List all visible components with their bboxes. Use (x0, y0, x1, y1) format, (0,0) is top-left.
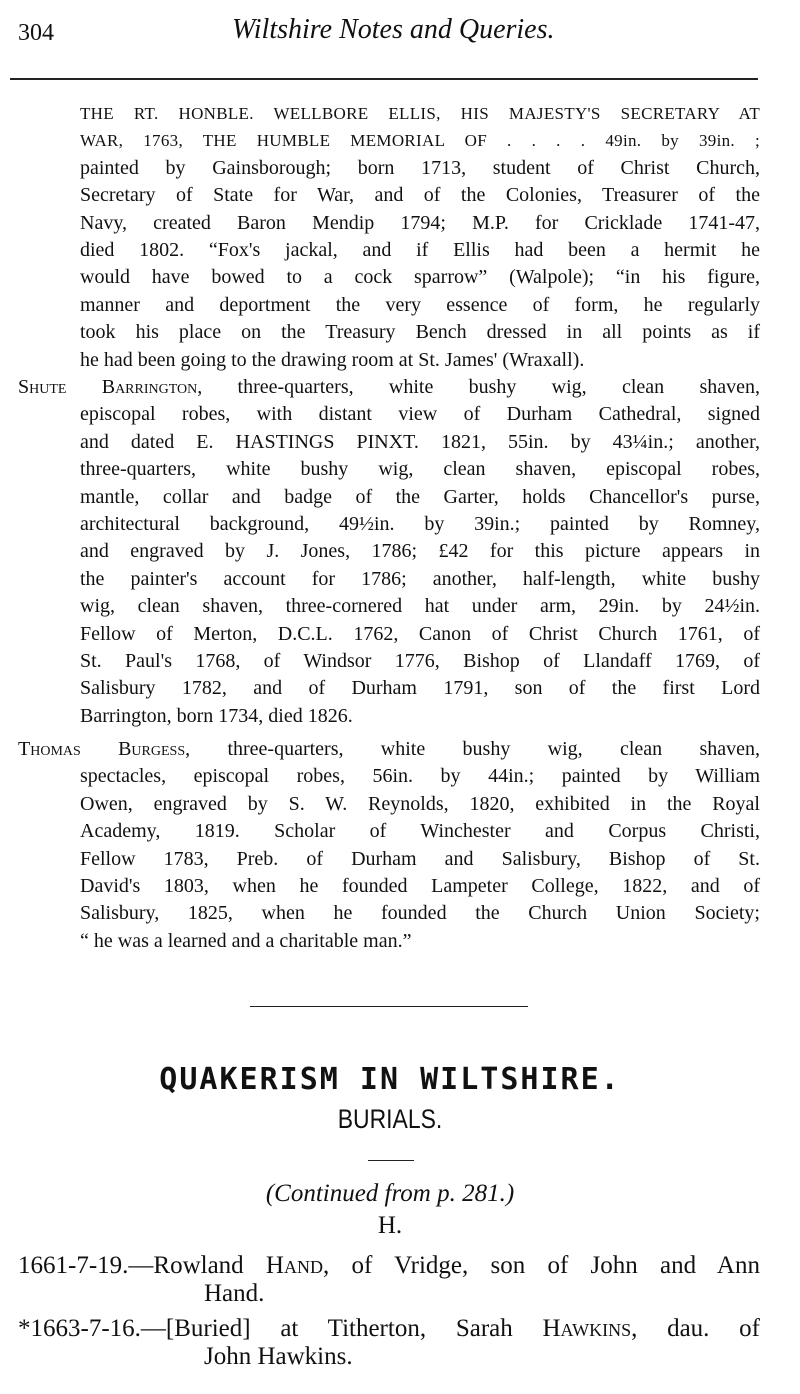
text-line: Barrington, born 1734, died 1826. (80, 704, 353, 727)
text-fragment: Rowland (153, 1252, 266, 1279)
entry-name: Shute Barrington (18, 376, 198, 398)
section-title: QUAKERISM IN WILTSHIRE. (159, 1062, 621, 1097)
barrington-entry (18, 374, 760, 730)
text-line: would have bowed to a cock sparrow” (Walpole); “in his figure, (80, 266, 760, 289)
burial-date: *1663-7-16.— (18, 1315, 166, 1342)
text-fragment: , three-quarters, white bushy wig, clean shaven, (197, 376, 760, 398)
entry-name: Thomas Burgess (18, 738, 186, 760)
text-line: Hand. (204, 1279, 265, 1307)
burial-list (18, 1252, 760, 1370)
section-divider (250, 1006, 528, 1007)
text-line: THE RT. HONBLE. WELLBORE ELLIS, HIS MAJESTY'S SECRETARY AT (80, 104, 760, 123)
section-subtitle: BURIALS. (337, 1104, 443, 1134)
text-line: took his place on the Treasury Bench dressed in all points as if (80, 321, 760, 344)
text-line: Fellow 1783, Preb. of Durham and Salisbury, Bishop of St. (80, 847, 760, 870)
text-line: manner and deportment the very essence of form, he regularly (80, 293, 760, 316)
text-line: David's 1803, when he founded Lampeter College, 1822, and of (80, 874, 760, 897)
text-line: mantle, collar and badge of the Garter, holds Chancellor's purse, (80, 485, 760, 508)
continued-note: (Continued from p. 281.) (265, 1180, 515, 1207)
text-line: Owen, engraved by S. W. Reynolds, 1820, exhibited in the Royal (80, 792, 760, 815)
text-line: Navy, created Baron Mendip 1794; M.P. for Cricklade 1741-47, (80, 211, 760, 234)
text-line: and engraved by J. Jones, 1786; £42 for this picture appears in (80, 540, 760, 563)
text-line: WAR, 1763, THE HUMBLE MEMORIAL OF . . . . 49in. by 39in. ; (80, 131, 760, 151)
letter-heading: H. (377, 1212, 403, 1239)
surname: Hand (265, 1252, 323, 1279)
running-title: Wiltshire Notes and Queries. (232, 14, 555, 45)
text-fragment: , dau. of (631, 1315, 760, 1342)
text-line: Salisbury 1782, and of Durham 1791, son of the first Lord (80, 677, 760, 700)
short-rule (368, 1160, 414, 1161)
text-line: he had been going to the drawing room at St. James' (Wraxall). (80, 348, 585, 371)
text-fragment: , of Vridge, son of John and Ann (322, 1252, 760, 1279)
page-number: 304 (18, 20, 54, 46)
header-rule (10, 78, 758, 80)
burial-entry (18, 1252, 760, 1280)
text-fragment: [Buried] at Titherton, Sarah (165, 1315, 543, 1342)
ellis-entry (80, 100, 760, 374)
text-line: wig, clean shaven, three-cornered hat under arm, 29in. by 24½in. (80, 595, 760, 618)
text-line: Secretary of State for War, and of the Colonies, Treasurer of the (80, 184, 760, 207)
text-line: Academy, 1819. Scholar of Winchester and Corpus Christi, (80, 820, 760, 843)
text-line (18, 736, 760, 763)
text-line: episcopal robes, with distant view of Durham Cathedral, signed (80, 403, 760, 426)
text-line: “ he was a learned and a charitable man.” (80, 929, 412, 952)
text-line: died 1802. “Fox's jackal, and if Ellis had been a hermit he (80, 238, 760, 261)
text-line (18, 374, 760, 401)
text-line: Fellow of Merton, D.C.L. 1762, Canon of Christ Church 1761, of (80, 622, 760, 645)
text-line: and dated E. HASTINGS PINXT. 1821, 55in. by 43¼in.; another, (80, 430, 760, 453)
burial-entry (18, 1315, 760, 1343)
surname: Hawkins (542, 1315, 632, 1342)
text-line: three-quarters, white bushy wig, clean shaven, episcopal robes, (80, 458, 760, 481)
text-fragment: , three-quarters, white bushy wig, clean shaven, (185, 738, 760, 760)
text-line: John Hawkins. (204, 1342, 353, 1370)
text-line: architectural background, 49½in. by 39in.; painted by Romney, (80, 512, 760, 535)
text-line: spectacles, episcopal robes, 56in. by 44in.; painted by William (80, 765, 760, 788)
burial-date: 1661-7-19.— (18, 1252, 154, 1279)
text-line: Salisbury, 1825, when he founded the Church Union Society; (80, 902, 760, 925)
text-line: the painter's account for 1786; another, half-length, white bushy (80, 567, 760, 590)
text-line: painted by Gainsborough; born 1713, student of Christ Church, (80, 156, 760, 179)
text-line: St. Paul's 1768, of Windsor 1776, Bishop of Llandaff 1769, of (80, 649, 760, 672)
burgess-entry (18, 736, 760, 955)
